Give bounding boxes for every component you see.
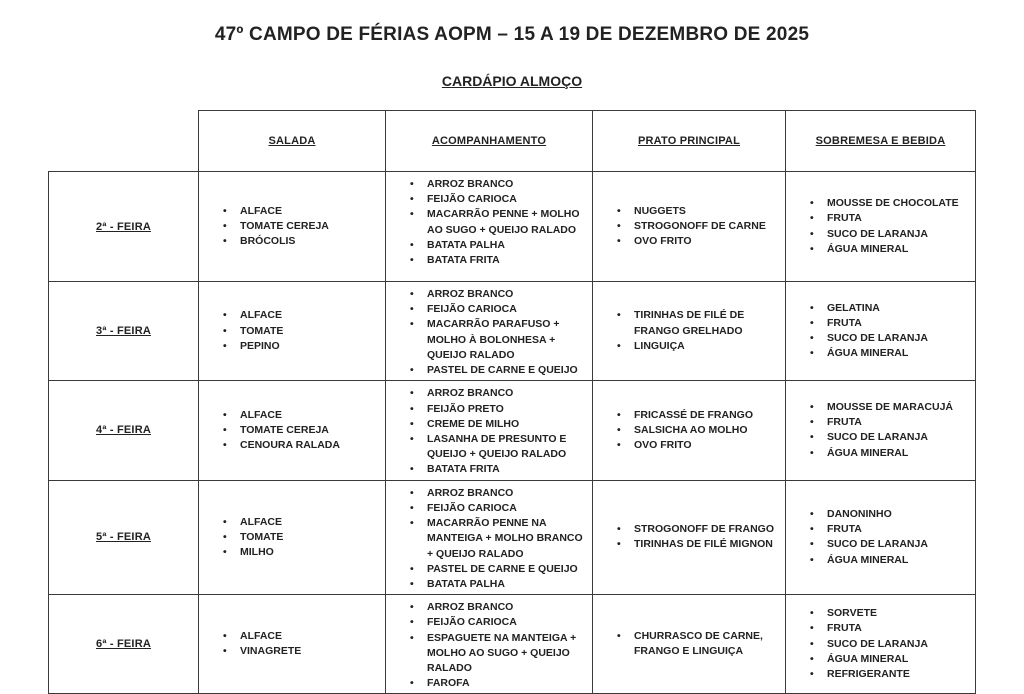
- menu-item: • SUCO DE LARANJA: [810, 537, 969, 552]
- acompanhamento-cell: [386, 282, 593, 381]
- menu-item: • ARROZ BRANCO: [410, 486, 586, 501]
- menu-item: • MACARRÃO PENNE NA MANTEIGA + MOLHO BRANCO + QUEIJO RALADO: [410, 516, 586, 562]
- column-header-label: ACOMPANHAMENTO: [431, 135, 547, 147]
- day-label: 3ª - FEIRA: [96, 325, 151, 338]
- menu-item: • SORVETE: [810, 606, 969, 621]
- menu-item: • SUCO DE LARANJA: [810, 637, 969, 652]
- menu-item: • MACARRÃO PARAFUSO + MOLHO À BOLONHESA + QUEIJO RALADO: [410, 317, 586, 363]
- menu-item: • LASANHA DE PRESUNTO E QUEIJO + QUEIJO RALADO: [410, 432, 586, 462]
- menu-item: • SUCO DE LARANJA: [810, 331, 969, 346]
- menu-item: • ARROZ BRANCO: [410, 600, 586, 615]
- table-row: [49, 480, 976, 595]
- prato-principal-cell: [593, 172, 786, 282]
- menu-item: • FRUTA: [810, 522, 969, 537]
- acompanhamento-cell: [386, 172, 593, 282]
- menu-item: • BATATA PALHA: [410, 577, 586, 592]
- menu-list: [199, 308, 381, 354]
- column-header-label: SOBREMESA E BEBIDA: [815, 135, 946, 147]
- menu-list: [386, 486, 588, 593]
- menu-list: [593, 522, 781, 552]
- menu-list: [786, 400, 971, 461]
- column-header-sobremesa-e-bebida: [786, 111, 976, 172]
- menu-item: • FEIJÃO CARIOCA: [410, 501, 586, 516]
- menu-item: • TOMATE CEREJA: [223, 423, 379, 438]
- day-cell: [49, 480, 199, 595]
- salada-cell: [199, 480, 386, 595]
- sobremesa-bebida-cell: [786, 172, 976, 282]
- day-cell: [49, 172, 199, 282]
- menu-item: • CREME DE MILHO: [410, 417, 586, 432]
- menu-item: • OVO FRITO: [617, 234, 779, 249]
- day-label: 6ª - FEIRA: [96, 638, 151, 651]
- sobremesa-bebida-cell: [786, 595, 976, 694]
- menu-item: • GELATINA: [810, 301, 969, 316]
- prato-principal-cell: [593, 381, 786, 480]
- day-label: 2ª - FEIRA: [96, 220, 151, 233]
- corner-cell: [49, 111, 199, 172]
- menu-item: • ARROZ BRANCO: [410, 386, 586, 401]
- menu-item: • MOUSSE DE MARACUJÁ: [810, 400, 969, 415]
- column-header-salada: [199, 111, 386, 172]
- menu-item: • FAROFA: [410, 676, 586, 691]
- acompanhamento-cell: [386, 595, 593, 694]
- menu-list: [786, 196, 971, 257]
- day-cell: [49, 282, 199, 381]
- menu-list: [593, 308, 781, 354]
- menu-item: • BATATA FRITA: [410, 253, 586, 268]
- menu-item: • FEIJÃO CARIOCA: [410, 302, 586, 317]
- table-header-row: [49, 111, 976, 172]
- menu-list: [593, 204, 781, 250]
- menu-item: • BRÓCOLIS: [223, 234, 379, 249]
- menu-item: • FEIJÃO CARIOCA: [410, 192, 586, 207]
- menu-item: • ALFACE: [223, 408, 379, 423]
- menu-item: • LINGUIÇA: [617, 339, 779, 354]
- menu-item: • MACARRÃO PENNE + MOLHO AO SUGO + QUEIJO RALADO: [410, 207, 586, 237]
- menu-item: • VINAGRETE: [223, 644, 379, 659]
- menu-item: • CHURRASCO DE CARNE, FRANGO E LINGUIÇA: [617, 629, 779, 659]
- salada-cell: [199, 282, 386, 381]
- menu-item: • MILHO: [223, 545, 379, 560]
- menu-item: • MOUSSE DE CHOCOLATE: [810, 196, 969, 211]
- menu-item: • TIRINHAS DE FILÉ MIGNON: [617, 537, 779, 552]
- menu-list: [199, 204, 381, 250]
- column-header-label: SALADA: [268, 135, 316, 147]
- menu-table-body: [49, 172, 976, 694]
- menu-item: • ALFACE: [223, 515, 379, 530]
- menu-list: [786, 507, 971, 568]
- menu-item: • NUGGETS: [617, 204, 779, 219]
- menu-item: • FRUTA: [810, 211, 969, 226]
- menu-list: [199, 408, 381, 454]
- sobremesa-bebida-cell: [786, 282, 976, 381]
- menu-list: [199, 515, 381, 561]
- menu-item: • SUCO DE LARANJA: [810, 430, 969, 445]
- menu-item: • SUCO DE LARANJA: [810, 227, 969, 242]
- menu-list: [593, 408, 781, 454]
- menu-item: • SALSICHA AO MOLHO: [617, 423, 779, 438]
- table-row: [49, 381, 976, 480]
- menu-item: • TOMATE CEREJA: [223, 219, 379, 234]
- menu-item: • ÁGUA MINERAL: [810, 242, 969, 257]
- menu-list: [199, 629, 381, 659]
- menu-item: • ARROZ BRANCO: [410, 287, 586, 302]
- menu-item: • PASTEL DE CARNE E QUEIJO: [410, 562, 586, 577]
- menu-item: • BATATA FRITA: [410, 462, 586, 477]
- column-header-acompanhamento: [386, 111, 593, 172]
- menu-item: • CENOURA RALADA: [223, 438, 379, 453]
- menu-list: [386, 287, 588, 378]
- prato-principal-cell: [593, 282, 786, 381]
- column-header-label: PRATO PRINCIPAL: [637, 135, 740, 147]
- page-subtitle: CARDÁPIO ALMOÇO: [441, 73, 583, 89]
- column-header-prato-principal: [593, 111, 786, 172]
- menu-item: • TOMATE: [223, 324, 379, 339]
- menu-table: [48, 110, 976, 694]
- menu-item: • ESPAGUETE NA MANTEIGA + MOLHO AO SUGO + QUEIJO RALADO: [410, 631, 586, 677]
- prato-principal-cell: [593, 480, 786, 595]
- acompanhamento-cell: [386, 480, 593, 595]
- menu-item: • ALFACE: [223, 204, 379, 219]
- menu-item: • FRICASSÉ DE FRANGO: [617, 408, 779, 423]
- menu-item: • STROGONOFF DE FRANGO: [617, 522, 779, 537]
- menu-item: • FEIJÃO PRETO: [410, 402, 586, 417]
- menu-item: • PASTEL DE CARNE E QUEIJO: [410, 363, 586, 378]
- menu-list: [386, 600, 588, 691]
- menu-item: • BATATA PALHA: [410, 238, 586, 253]
- menu-item: • TIRINHAS DE FILÉ DE FRANGO GRELHADO: [617, 308, 779, 338]
- menu-item: • ÁGUA MINERAL: [810, 346, 969, 361]
- menu-list: [386, 386, 588, 477]
- table-row: [49, 282, 976, 381]
- menu-item: • ALFACE: [223, 629, 379, 644]
- menu-item: • DANONINHO: [810, 507, 969, 522]
- menu-item: • REFRIGERANTE: [810, 667, 969, 682]
- page-title: 47º CAMPO DE FÉRIAS AOPM – 15 A 19 DE DEZEMBRO DE 2025: [214, 24, 810, 45]
- table-row: [49, 172, 976, 282]
- menu-item: • ALFACE: [223, 308, 379, 323]
- menu-item: • ÁGUA MINERAL: [810, 652, 969, 667]
- salada-cell: [199, 595, 386, 694]
- day-cell: [49, 381, 199, 480]
- menu-list: [786, 301, 971, 362]
- table-row: [49, 595, 976, 694]
- salada-cell: [199, 172, 386, 282]
- menu-item: • FRUTA: [810, 316, 969, 331]
- salada-cell: [199, 381, 386, 480]
- day-cell: [49, 595, 199, 694]
- menu-list: [386, 177, 588, 268]
- menu-item: • FRUTA: [810, 415, 969, 430]
- menu-item: • PEPINO: [223, 339, 379, 354]
- menu-item: • FEIJÃO CARIOCA: [410, 615, 586, 630]
- day-label: 4ª - FEIRA: [96, 424, 151, 437]
- menu-item: • OVO FRITO: [617, 438, 779, 453]
- menu-item: • TOMATE: [223, 530, 379, 545]
- menu-item: • STROGONOFF DE CARNE: [617, 219, 779, 234]
- menu-item: • FRUTA: [810, 621, 969, 636]
- menu-item: • ÁGUA MINERAL: [810, 446, 969, 461]
- acompanhamento-cell: [386, 381, 593, 480]
- menu-item: • ARROZ BRANCO: [410, 177, 586, 192]
- sobremesa-bebida-cell: [786, 381, 976, 480]
- menu-list: [593, 629, 781, 659]
- menu-item: • ÁGUA MINERAL: [810, 553, 969, 568]
- menu-list: [786, 606, 971, 682]
- prato-principal-cell: [593, 595, 786, 694]
- day-label: 5ª - FEIRA: [96, 531, 151, 544]
- sobremesa-bebida-cell: [786, 480, 976, 595]
